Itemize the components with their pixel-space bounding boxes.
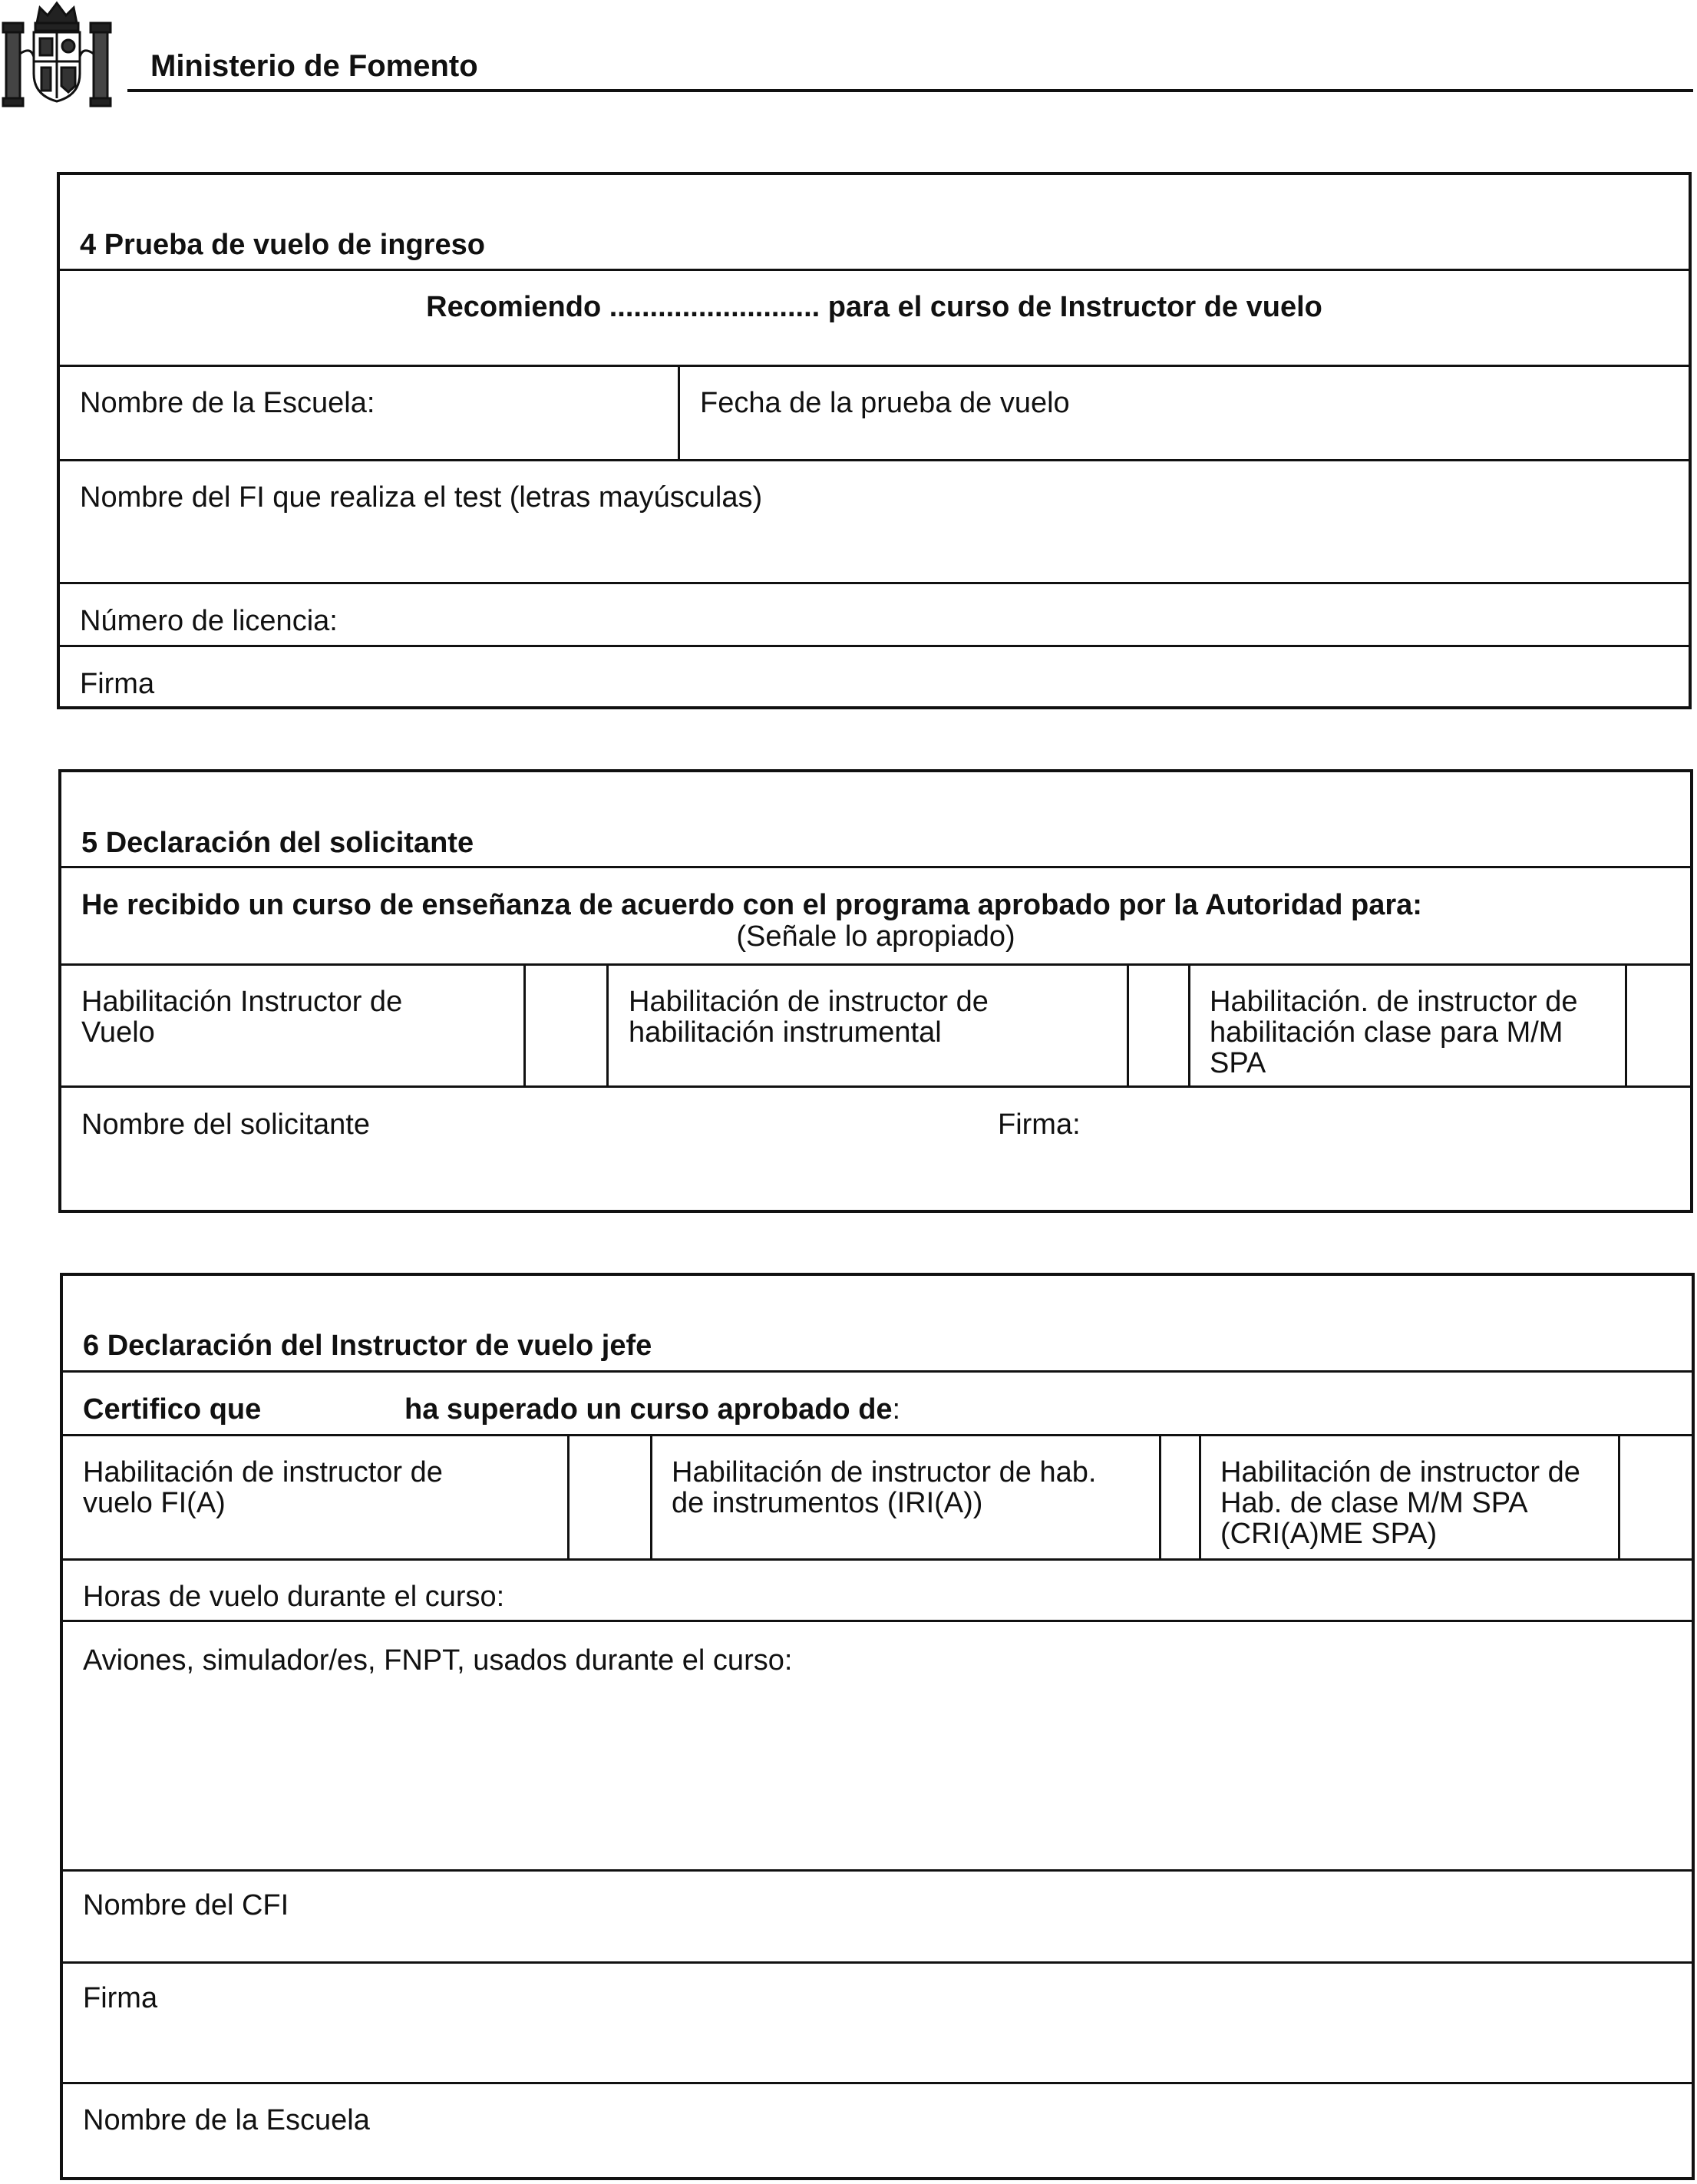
recommend-line: Recomiendo .......................... para el curso de Instructor de vuelo (426, 291, 1322, 323)
option-instrument-instructor-checkbox[interactable] (1129, 966, 1187, 1085)
option-cri-a-checkbox[interactable] (1620, 1436, 1692, 1558)
divider (60, 2082, 1695, 2084)
flight-hours-field[interactable]: Horas de vuelo durante el curso: (83, 1581, 505, 1613)
test-date-field[interactable]: Fecha de la prueba de vuelo (700, 387, 1070, 419)
section-4-title: 4 Prueba de vuelo de ingreso (80, 229, 485, 261)
divider (678, 365, 680, 459)
divider (1199, 1434, 1201, 1558)
section-6-title: 6 Declaración del Instructor de vuelo jefe (83, 1330, 652, 1362)
option-instrument-instructor: Habilitación de instructor de habilitación instrumental (629, 986, 989, 1049)
divider (57, 582, 1692, 584)
cfi-name-field[interactable]: Nombre del CFI (83, 1889, 289, 1921)
option-fi-a: Habilitación de instructor de vuelo FI(A) (83, 1456, 443, 1519)
divider (58, 963, 1693, 966)
option-flight-instructor: Habilitación Instructor de Vuelo (81, 986, 403, 1049)
school-name-field[interactable]: Nombre de la Escuela (83, 2104, 370, 2136)
section-5-title: 5 Declaración del solicitante (81, 827, 474, 859)
divider (1188, 963, 1190, 1086)
cfi-signature-field[interactable]: Firma (83, 1982, 158, 2014)
divider (58, 866, 1693, 868)
certify-label: Certifico que (83, 1393, 262, 1426)
option-fi-a-checkbox[interactable] (570, 1436, 649, 1558)
option-iri-a: Habilitación de instructor de hab. de instrumentos (IRI(A)) (672, 1456, 1097, 1519)
fi-name-field[interactable]: Nombre del FI que realiza el test (letras mayúsculas) (80, 481, 763, 514)
option-class-instructor: Habilitación. de instructor de habilitación clase para M/M SPA (1210, 986, 1578, 1079)
divider (57, 645, 1692, 647)
statement-note: (Señale lo apropiado) (736, 920, 1015, 953)
school-name-field[interactable]: Nombre de la Escuela: (80, 387, 375, 419)
divider (58, 1085, 1693, 1088)
divider (60, 1869, 1695, 1872)
divider (60, 1434, 1695, 1436)
divider (60, 1370, 1695, 1373)
divider (57, 269, 1692, 271)
divider (57, 365, 1692, 367)
divider (650, 1434, 652, 1558)
divider (606, 963, 609, 1086)
coat-of-arms-icon (0, 0, 114, 107)
passed-course-label: ha superado un curso aprobado de: (404, 1393, 901, 1426)
divider (60, 1620, 1695, 1622)
ministry-name: Ministerio de Fomento (150, 49, 478, 83)
signature-field[interactable]: Firma (80, 668, 155, 700)
option-iri-a-checkbox[interactable] (1161, 1436, 1198, 1558)
applicant-statement: He recibido un curso de enseñanza de acuerdo con el programa aprobado por la Autoridad para: (81, 889, 1422, 921)
option-flight-instructor-checkbox[interactable] (526, 966, 606, 1085)
option-class-instructor-checkbox[interactable] (1627, 966, 1690, 1085)
aircraft-used-field[interactable]: Aviones, simulador/es, FNPT, usados durante el curso: (83, 1644, 793, 1677)
option-cri-a: Habilitación de instructor de Hab. de clase M/M SPA (CRI(A)ME SPA) (1220, 1456, 1580, 1550)
divider (57, 459, 1692, 461)
divider (60, 1558, 1695, 1561)
applicant-signature-field[interactable]: Firma: (998, 1109, 1081, 1141)
divider (60, 1961, 1695, 1964)
header-rule (127, 89, 1693, 92)
applicant-name-field[interactable]: Nombre del solicitante (81, 1109, 370, 1141)
license-number-field[interactable]: Número de licencia: (80, 605, 338, 637)
